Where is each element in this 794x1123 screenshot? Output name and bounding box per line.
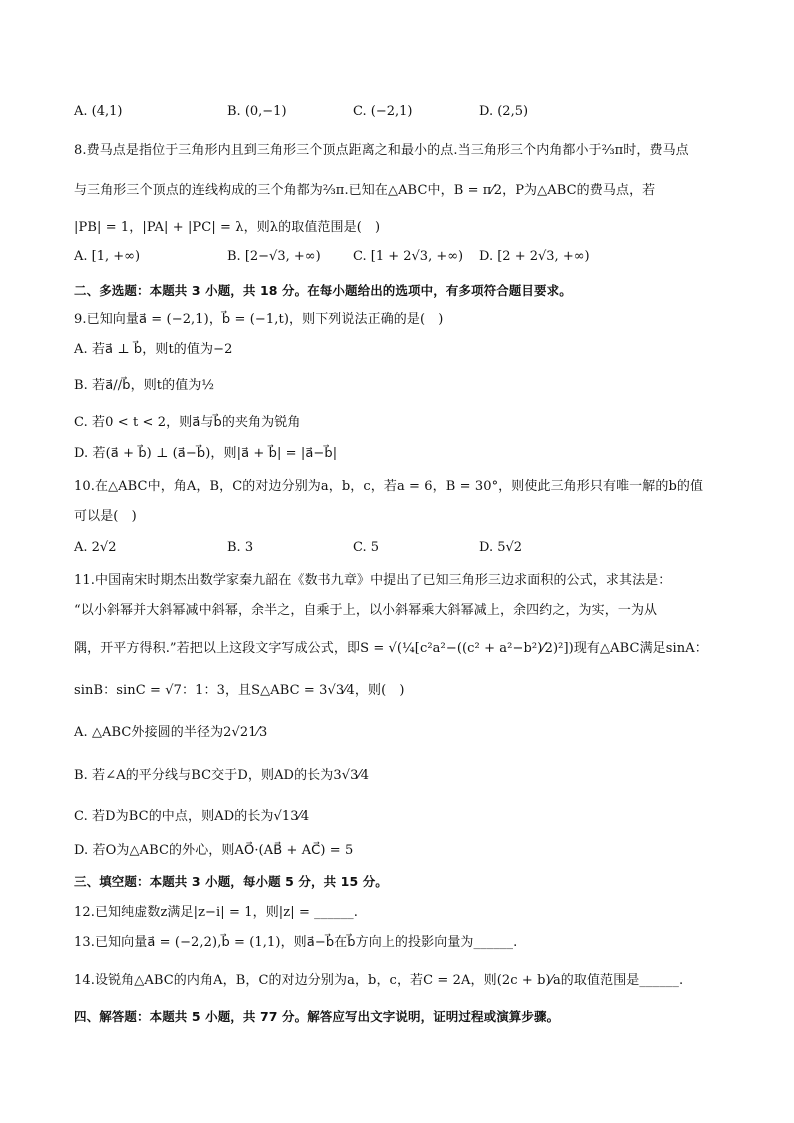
q10-option-b: B. 3 xyxy=(227,540,254,555)
q8-option-d: D. [2 + 2√3, +∞) xyxy=(479,249,590,264)
section-2-heading: 二、多选题：本题共 3 小题，共 18 分。在每小题给出的选项中，有多项符合题目要求。 xyxy=(74,283,572,298)
q8-line-2: 与三角形三个顶点的连线构成的三个角都为²⁄₃π.已知在△ABC中，B = π⁄2，P为△ABC的费马点，若 xyxy=(74,183,656,198)
q10-option-d: D. 5√2 xyxy=(479,540,523,555)
q7-option-b: B. (0,−1) xyxy=(227,104,287,119)
q8-option-b: B. [2−√3, +∞) xyxy=(227,249,321,264)
q9-option-c: C. 若0 < t < 2，则a⃗与b⃗的夹角为锐角 xyxy=(74,415,301,430)
q10-option-c: C. 5 xyxy=(353,540,380,555)
q8-line-1: 8.费马点是指位于三角形内且到三角形三个顶点距离之和最小的点.当三角形三个内角都小于²⁄₃π时，费马点 xyxy=(74,143,689,158)
q9-option-a: A. 若a⃗ ⊥ b⃗，则t的值为−2 xyxy=(74,342,233,357)
q11-line-4: sinB：sinC = √7：1：3，且S△ABC = 3√3⁄4，则( ) xyxy=(74,683,405,698)
q8-line-3: |PB| = 1，|PA| + |PC| = λ，则λ的取值范围是( ) xyxy=(74,220,381,235)
section-4-heading: 四、解答题：本题共 5 小题，共 77 分。解答应写出文字说明，证明过程或演算步骤。 xyxy=(74,1009,560,1024)
q11-option-a: A. △ABC外接圆的半径为2√21⁄3 xyxy=(74,725,268,740)
q11-line-3: 隅，开平方得积.”若把以上这段文字写成公式，即S = √(¼[c²a²−((c² + a²−b²)⁄2)²])现有△ABC满足sinA： xyxy=(74,641,708,656)
q10-option-a: A. 2√2 xyxy=(74,540,117,555)
q11-option-c: C. 若D为BC的中点，则AD的长为√13⁄4 xyxy=(74,809,310,824)
q7-option-c: C. (−2,1) xyxy=(353,104,413,119)
q8-option-c: C. [1 + 2√3, +∞) xyxy=(353,249,464,264)
section-3-heading: 三、填空题：本题共 3 小题，每小题 5 分，共 15 分。 xyxy=(74,874,388,889)
q7-option-d: D. (2,5) xyxy=(479,104,529,119)
q14: 14.设锐角△ABC的内角A，B，C的对边分别为a，b，c，若C = 2A，则(2c + b)⁄a的取值范围是______. xyxy=(74,973,684,988)
q10-line-2: 可以是( ) xyxy=(74,509,137,524)
q9-option-b: B. 若a⃗//b⃗，则t的值为½ xyxy=(74,378,215,393)
q11-line-2: “以小斜幂并大斜幂减中斜幂，余半之，自乘于上，以小斜幂乘大斜幂减上，余四约之，为实，一为从 xyxy=(74,603,658,618)
q10-line-1: 10.在△ABC中，角A，B，C的对边分别为a，b，c，若a = 6，B = 30°，则使此三角形只有唯一解的b的值 xyxy=(74,479,704,494)
q9-stem: 9.已知向量a⃗ = (−2,1)，b⃗ = (−1,t)，则下列说法正确的是( ) xyxy=(74,312,444,327)
q7-option-a: A. (4,1) xyxy=(74,104,123,119)
q8-option-a: A. [1, +∞) xyxy=(74,249,141,264)
q9-option-d: D. 若(a⃗ + b⃗) ⊥ (a⃗−b⃗)，则|a⃗ + b⃗| = |a⃗−b⃗| xyxy=(74,446,338,461)
q13: 13.已知向量a⃗ = (−2,2),b⃗ = (1,1)，则a⃗−b⃗在b⃗方向上的投影向量为______. xyxy=(74,935,518,950)
q12: 12.已知纯虚数z满足|z−i| = 1，则|z| = ______. xyxy=(74,905,359,920)
q11-option-d: D. 若O为△ABC的外心，则AO⃗·(AB⃗ + AC⃗) = 5 xyxy=(74,843,354,858)
q11-option-b: B. 若∠A的平分线与BC交于D，则AD的长为3√3⁄4 xyxy=(74,768,370,783)
q11-line-1: 11.中国南宋时期杰出数学家秦九韶在《数书九章》中提出了已知三角形三边求面积的公式，求其法是： xyxy=(74,573,672,588)
